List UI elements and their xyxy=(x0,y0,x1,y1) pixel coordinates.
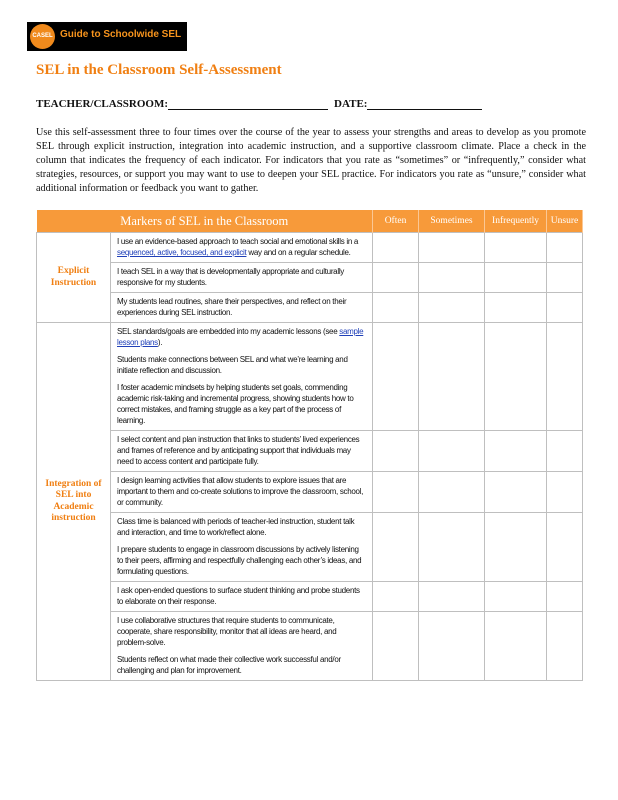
indicator-text: I teach SEL in a way that is developmentally appropriate and culturally responsive for my students. xyxy=(117,267,344,287)
sometimes-checkbox[interactable] xyxy=(419,263,485,293)
unsure-checkbox[interactable] xyxy=(547,263,583,293)
indicator-cell xyxy=(111,431,373,472)
sometimes-checkbox[interactable] xyxy=(419,582,485,612)
often-checkbox[interactable] xyxy=(373,263,419,293)
table-row xyxy=(37,233,583,263)
infrequently-checkbox[interactable] xyxy=(485,293,547,323)
indicator-text: My students lead routines, share their perspectives, and reflect on their experiences during SEL instruction. xyxy=(117,297,347,317)
often-checkbox[interactable] xyxy=(373,612,419,681)
unsure-checkbox[interactable] xyxy=(547,431,583,472)
unsure-header: Unsure xyxy=(547,210,583,233)
unsure-checkbox[interactable] xyxy=(547,293,583,323)
document-title: SEL in the Classroom Self-Assessment xyxy=(36,62,282,78)
often-checkbox[interactable] xyxy=(373,472,419,513)
indicator-cell xyxy=(111,472,373,513)
indicator-cell xyxy=(111,323,373,431)
sometimes-checkbox[interactable] xyxy=(419,612,485,681)
sometimes-checkbox[interactable] xyxy=(419,293,485,323)
often-checkbox[interactable] xyxy=(373,233,419,263)
often-checkbox[interactable] xyxy=(373,513,419,582)
sometimes-checkbox[interactable] xyxy=(419,513,485,582)
indicator-cell xyxy=(111,233,373,263)
logo-guide-text: Guide to Schoolwide SEL xyxy=(60,29,182,40)
table-row xyxy=(37,513,583,582)
sometimes-checkbox[interactable] xyxy=(419,431,485,472)
indicator-text: I ask open-ended questions to surface student thinking and probe students to elaborate on their response. xyxy=(117,586,360,606)
sometimes-header: Sometimes xyxy=(419,210,485,233)
table-row xyxy=(37,582,583,612)
table-row xyxy=(37,472,583,513)
infrequently-checkbox[interactable] xyxy=(485,431,547,472)
unsure-checkbox[interactable] xyxy=(547,472,583,513)
infrequently-checkbox[interactable] xyxy=(485,472,547,513)
sequenced-active-focused-explicit-link[interactable]: sequenced, active, focused, and explicit xyxy=(117,248,247,257)
indicator-text: I use collaborative structures that require students to communicate, cooperate, share responsibility, monitor that all ideas are heard, and problem-solve. xyxy=(117,616,337,647)
often-checkbox[interactable] xyxy=(373,582,419,612)
unsure-checkbox[interactable] xyxy=(547,233,583,263)
section-explicit-instruction: Explicit Instruction xyxy=(37,233,111,323)
indicator-text: Class time is balanced with periods of teacher-led instruction, student talk and interaction, and time to work/reflect alone. xyxy=(117,517,355,537)
unsure-checkbox[interactable] xyxy=(547,513,583,582)
indicator-text: Students make connections between SEL and what we’re learning and initiate reflection and discussion. xyxy=(117,355,348,375)
sometimes-checkbox[interactable] xyxy=(419,472,485,513)
indicator-text: I prepare students to engage in classroom discussions by actively listening to their peers, affirming and respectfully challenging each other’s ideas, and formulating questions. xyxy=(117,545,362,576)
unsure-checkbox[interactable] xyxy=(547,323,583,431)
infrequently-checkbox[interactable] xyxy=(485,612,547,681)
table-row xyxy=(37,263,583,293)
sometimes-checkbox[interactable] xyxy=(419,323,485,431)
infrequently-checkbox[interactable] xyxy=(485,582,547,612)
infrequently-checkbox[interactable] xyxy=(485,323,547,431)
date-field[interactable] xyxy=(367,99,482,110)
infrequently-checkbox[interactable] xyxy=(485,233,547,263)
table-row xyxy=(37,612,583,681)
table-row xyxy=(37,293,583,323)
unsure-checkbox[interactable] xyxy=(547,582,583,612)
markers-header: Markers of SEL in the Classroom xyxy=(37,210,373,233)
table-row xyxy=(37,323,583,431)
indicator-cell xyxy=(111,293,373,323)
table-header-row xyxy=(37,210,583,233)
casel-logo xyxy=(27,22,187,51)
infrequently-header: Infrequently xyxy=(485,210,547,233)
self-assessment-table xyxy=(36,210,583,681)
indicator-text: SEL standards/goals are embedded into my academic lessons (see sample lesson plans). xyxy=(117,327,364,347)
instructions-paragraph: Use this self-assessment three to four times over the course of the year to assess your strengths and areas to develop as you promote SEL through explicit instruction, integration into academic instruction, and a supportive classroom climate. Place a check in the column that indicates the frequency of each indicator. For indicators that you rate as “sometimes” or “infrequently,” consider what strategies, resources, or support you may want to use to deepen your SEL practice. For indicators you rate as “unsure,” consider what additional information or feedback you want to gather. xyxy=(36,127,586,194)
infrequently-checkbox[interactable] xyxy=(485,513,547,582)
indicator-text: Students reflect on what made their collective work successful and/or challenging and plan for improvement. xyxy=(117,655,341,675)
indicator-cell xyxy=(111,582,373,612)
indicator-cell xyxy=(111,513,373,582)
sample-lesson-plans-link[interactable]: sample lesson plans xyxy=(117,327,364,347)
teacher-label: TEACHER/CLASSROOM: xyxy=(36,98,169,110)
teacher-date-line xyxy=(36,98,482,110)
often-checkbox[interactable] xyxy=(373,293,419,323)
often-header: Often xyxy=(373,210,419,233)
indicator-text: I foster academic mindsets by helping students set goals, commending academic risk-taking and incremental progress, showing students how to correct mistakes, and framing struggle as a key part of the process of learning. xyxy=(117,383,354,425)
indicator-text: I select content and plan instruction that links to students’ lived experiences and frames of reference and by anticipating support that individuals may need to access content and participate fully. xyxy=(117,435,360,466)
teacher-field[interactable] xyxy=(168,99,328,110)
indicator-text: I design learning activities that allow students to explore issues that are important to them and co-create solutions to improve the classroom, school, or community. xyxy=(117,476,364,507)
sometimes-checkbox[interactable] xyxy=(419,233,485,263)
often-checkbox[interactable] xyxy=(373,431,419,472)
indicator-text: I use an evidence-based approach to teach social and emotional skills in a sequenced, active, focused, and explicit way and on a regular schedule. xyxy=(117,237,359,257)
unsure-checkbox[interactable] xyxy=(547,612,583,681)
infrequently-checkbox[interactable] xyxy=(485,263,547,293)
indicator-cell xyxy=(111,263,373,293)
often-checkbox[interactable] xyxy=(373,323,419,431)
table-row xyxy=(37,431,583,472)
date-label: DATE: xyxy=(334,98,368,110)
section-integration-academic: Integration of SEL into Academic instruction xyxy=(37,323,111,681)
indicator-cell xyxy=(111,612,373,681)
casel-logo-mark: CASEL xyxy=(30,24,55,49)
